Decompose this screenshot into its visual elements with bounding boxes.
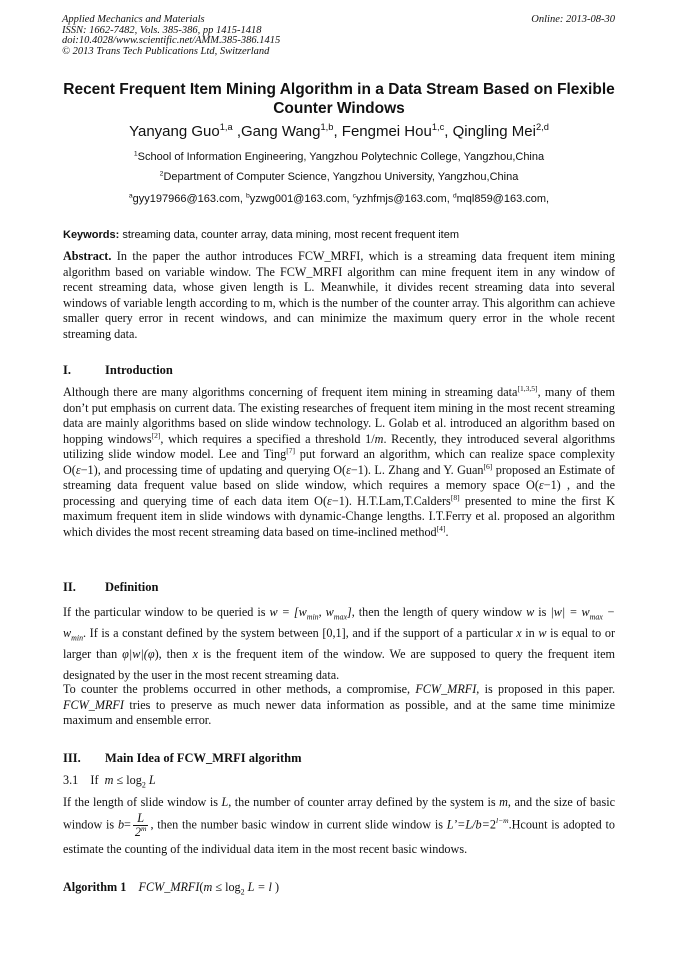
section-heading-main-idea	[63, 751, 302, 766]
math-var: m	[374, 431, 384, 446]
email-sup: a	[128, 192, 133, 200]
math-var: w	[298, 605, 307, 619]
introduction-paragraph	[63, 385, 615, 540]
author-sep: ,	[333, 123, 342, 140]
math-exp: m	[141, 823, 147, 833]
math-op: (	[199, 880, 204, 894]
math-var: ε	[327, 493, 332, 508]
text-run: .Hcount is adopted to estimate the counting of the individual data item in the most recent basic windows.	[63, 817, 615, 856]
math-var: w	[581, 605, 590, 619]
math-sub: min	[71, 633, 84, 643]
email-list	[30, 193, 648, 205]
citation[interactable]: [4]	[436, 523, 446, 533]
author-list	[30, 123, 648, 140]
math-sub: 2	[141, 780, 146, 790]
algorithm-name: FCW_MRFI	[415, 682, 477, 696]
abstract-text: In the paper the author introduces FCW_MRFI, which is a streaming data frequent item mining algorithm based on variable window. The FCW_MRFI algorithm can mine frequent item in any window of recent streaming data, whose given length is L. Meanwhile, it divides recent streaming data into several windows of variable length according to m, which is the number of the counter array. This algorithm can achieve smaller query error in recent windows, and can minimize the maximum query error in the whole recent streaming data.	[63, 249, 615, 341]
text-run: , then the number basic window in current slide window is	[150, 817, 443, 832]
definition-paragraph	[63, 602, 615, 686]
section-heading-introduction	[63, 363, 173, 378]
text-run: −1), and processing time of updating and querying O(	[80, 462, 347, 477]
citation[interactable]: [7]	[286, 445, 296, 455]
citation[interactable]: [1,3,5]	[517, 383, 538, 393]
text-run: , then the length of query window	[351, 605, 523, 619]
email-address[interactable]: yzhfmjs@163.com,	[356, 193, 453, 205]
abstract-label: Abstract.	[63, 249, 112, 263]
math-base: 2	[489, 817, 496, 832]
algorithm-name: FCW_MRFI	[63, 697, 124, 712]
math-expr: = l	[254, 880, 272, 894]
text-run: .	[445, 524, 449, 539]
text-run: −1). L. Zhang and Y. Guan	[350, 462, 484, 477]
fraction-denominator	[133, 823, 149, 839]
math-var: x	[516, 626, 522, 640]
email-sup: d	[452, 192, 457, 200]
math-var: φ	[122, 647, 129, 661]
text-run: . If is a constant defined by the system between [0,1], and if the support of a particular	[83, 626, 513, 640]
journal-name: Applied Mechanics and Materials	[62, 14, 205, 25]
main-idea-paragraph	[63, 792, 615, 859]
window-formula: $w = [w_{min}$, $w_{max}$]	[269, 605, 352, 622]
section-title: Definition	[105, 580, 159, 594]
affiliation-2	[30, 171, 648, 183]
section-number: I.	[63, 363, 71, 377]
section-title: Introduction	[105, 363, 173, 377]
math-var: m	[203, 880, 213, 894]
citation[interactable]: [6]	[483, 461, 493, 471]
author-name: Yanyang Guo	[129, 123, 220, 140]
keywords-text: streaming data, counter array, data mining, most recent frequent item	[122, 229, 459, 241]
citation[interactable]: [8]	[450, 492, 460, 502]
math-var: w	[269, 605, 278, 619]
section-number: III.	[63, 751, 81, 765]
text-run: , many of them don’t put emphasis on current data. The existing researches of frequent item mining in the most recent streaming data are mainly algorithms based on slide window technology. L. Golab et al. introduced an algorithm based on hopping windows	[63, 385, 615, 446]
math-var: φ	[147, 647, 155, 661]
math-op: )	[271, 880, 280, 894]
math-var: x	[192, 647, 199, 661]
math-var: w	[553, 605, 562, 619]
text-run: in	[525, 626, 535, 640]
author-sup: 1,a	[219, 122, 233, 132]
math-op: ≤ log	[113, 773, 142, 787]
affiliation-text: Department of Computer Science, Yangzhou University, Yangzhou,China	[163, 171, 519, 183]
copyright-line: © 2013 Trans Tech Publications Ltd, Switzerland	[62, 45, 270, 57]
text-run: If the particular window to be queried is	[63, 605, 266, 619]
email-sup: b	[245, 192, 250, 200]
math-var: ε	[538, 478, 544, 492]
math-op: =	[124, 817, 131, 832]
text-run: put forward an algorithm, which can realize space complexity O(	[63, 447, 615, 477]
math-var: b	[117, 817, 125, 832]
text-run: tries to preserve as much newer data information as possible, and at the same time minimize maximum and ensemble error.	[63, 697, 616, 727]
citation[interactable]: [2]	[151, 430, 161, 440]
math-op: ≤ log	[212, 880, 241, 894]
text-run: is equal to or larger than	[63, 626, 616, 661]
subsection-3-1	[63, 773, 615, 789]
text-run: If the length of slide window is	[63, 795, 218, 809]
section-heading-definition	[63, 580, 158, 595]
author-sup: 2,d	[535, 122, 549, 132]
text-run: To counter the problems occurred in other methods, a compromise,	[63, 682, 411, 696]
keywords	[63, 229, 459, 241]
author-sup: 1,b	[320, 122, 334, 132]
text-run: Although there are many algorithms concerning of frequent item mining in streaming data	[63, 385, 518, 399]
text-run: If	[90, 773, 99, 787]
journal-header	[62, 15, 280, 57]
doi-line: doi:10.4028/www.scientific.net/AMM.385-386.1415	[62, 35, 281, 46]
math-var: ε	[75, 462, 81, 477]
keywords-label: Keywords:	[63, 229, 120, 241]
author-name: Qingling Mei	[452, 123, 536, 140]
fraction-numerator: L	[133, 812, 149, 826]
algorithm-1-caption	[63, 880, 615, 896]
text-run: −1) , and the processing and querying time of each data item O(	[63, 478, 615, 508]
author-sup: 1,c	[431, 122, 445, 132]
author-sep: ,	[444, 123, 453, 140]
math-var: w	[325, 605, 334, 619]
text-run: proposed an Estimate of streaming data frequent value based on slide window, which requires a memory space O(	[63, 462, 615, 492]
text-run: presented to mine the first K maximum frequent item in slide windows with dynamic-Change lengths. I.T.Ferry et al. proposed an algorithm which divides the most recent streaming data based on time-inclined method	[63, 493, 616, 539]
text-run: , which requires a specified a threshold 1/	[160, 431, 375, 446]
math-exp: l−m	[495, 816, 509, 826]
author-name: Fengmei Hou	[341, 123, 432, 140]
math-var: ε	[346, 462, 351, 477]
math-var: L	[244, 880, 255, 894]
compromise-paragraph	[63, 682, 615, 729]
text-run: is the frequent item of the window. We are supposed to query the frequent item designated by the user in the most recent streaming data.	[63, 647, 615, 682]
text-run: . Recently, they introduced several algorithms utilizing slide window model. Lee and Ting	[63, 431, 616, 461]
text-run: is	[538, 605, 547, 619]
subsection-number: 3.1	[63, 773, 79, 787]
length-formula: $|w| = w_{max} - w_{min}$	[63, 605, 616, 643]
math-var: w	[63, 626, 72, 640]
affiliation-1	[30, 151, 648, 163]
math-var: w	[132, 647, 141, 661]
online-date: Online: 2013-08-30	[531, 14, 615, 25]
section-title: Main Idea of FCW_MRFI algorithm	[105, 751, 302, 765]
math-sub: min	[306, 612, 319, 622]
email-address[interactable]: gyy197966@163.com,	[132, 193, 246, 205]
math-sub: max	[333, 612, 347, 622]
algorithm-name: FCW_MRFI	[138, 880, 200, 894]
math-var: m	[499, 795, 508, 809]
math-base: 2	[134, 825, 141, 839]
math-var: w	[538, 626, 547, 640]
text-run: ), then	[154, 647, 188, 661]
math-var: m	[104, 773, 114, 787]
email-sup: c	[352, 192, 357, 200]
email-address[interactable]: yzwg001@163.com,	[249, 193, 353, 205]
text-run: −1). H.T.Lam,T.Calders	[331, 493, 451, 508]
issn-line: ISSN: 1662-7482, Vols. 385-386, pp 1415-1418	[62, 24, 262, 36]
support-formula: φ|w|(φ	[122, 647, 155, 661]
math-expr: L’=L/b=	[446, 817, 490, 832]
abstract	[63, 249, 615, 342]
text-run: , the number of counter array defined by the system is	[228, 795, 496, 809]
text-run: , is proposed in this paper.	[476, 682, 615, 696]
author-sep: ,	[232, 123, 241, 140]
affiliation-sup: 1	[133, 150, 138, 158]
math-var: w	[526, 605, 535, 619]
math-sub: max	[589, 612, 603, 622]
math-sub: 2	[240, 887, 245, 897]
paper-title: Recent Frequent Item Mining Algorithm in a Data Stream Based on Flexible Counter Windows	[63, 81, 615, 117]
math-var: L	[145, 773, 156, 787]
algorithm-label: Algorithm 1	[63, 880, 127, 894]
section-number: II.	[63, 580, 76, 594]
fraction-L-over-2m	[133, 812, 149, 839]
email-address[interactable]: mql859@163.com,	[456, 193, 550, 205]
author-name: Gang Wang	[241, 123, 321, 140]
math-var: L	[221, 795, 229, 809]
affiliation-text: School of Information Engineering, Yangzhou Polytechnic College, Yangzhou,China	[137, 151, 545, 163]
affiliation-sup: 2	[159, 170, 164, 178]
text-run: , and the size of basic window is	[63, 795, 616, 832]
